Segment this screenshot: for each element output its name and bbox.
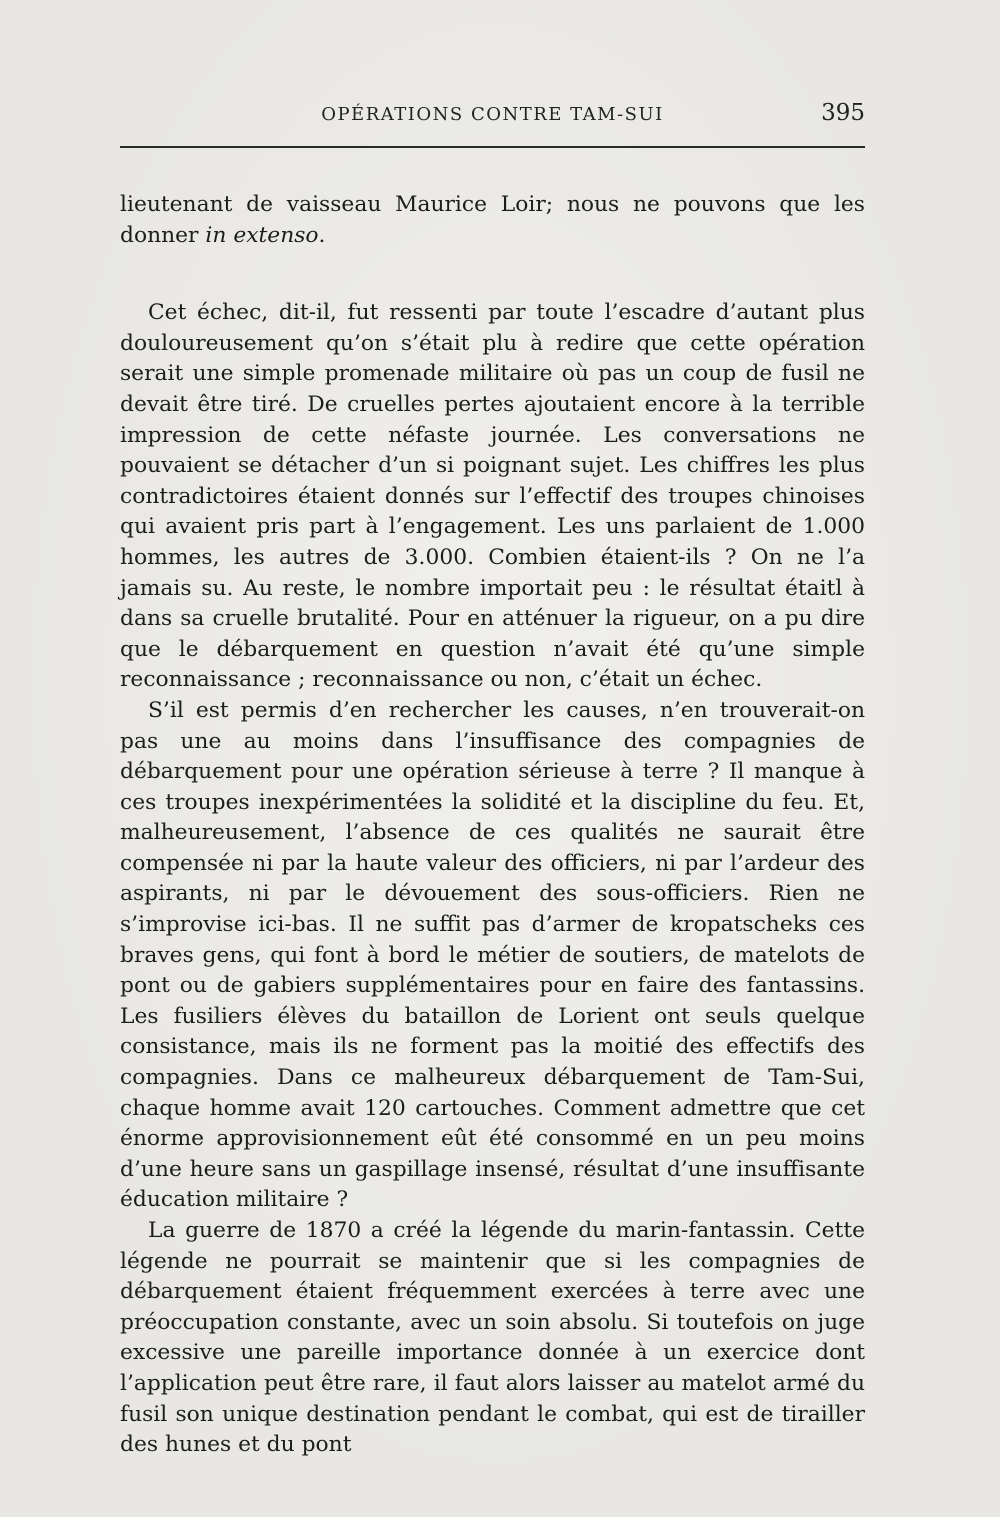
- body-text: [120, 190, 865, 1461]
- opening-end: .: [318, 222, 326, 248]
- header-rule: [120, 146, 865, 148]
- page-number: 395: [821, 100, 865, 126]
- running-title: OPÉRATIONS CONTRE TAM-SUI: [321, 104, 664, 125]
- running-head: [120, 100, 865, 130]
- paragraph-1: Cet échec, dit-il, fut ressenti par toute l’escadre d’autant plus douloureusement qu’on s’était plu à redire que cette opération serait une simple promenade militaire où pas un coup de fusil ne devait être tiré. De cruelles pertes ajoutaient encore à la terrible impression de cette néfaste journée. Les conversations ne pouvaient se détacher d’un si poignant sujet. Les chiffres les plus contradictoires étaient donnés sur l’effectif des troupes chinoises qui avaient pris part à l’engagement. Les uns parlaient de 1.000 hommes, les autres de 3.000. Combien étaient-ils ? On ne l’a jamais su. Au reste, le nombre importait peu : le résultat étaitl à dans sa cruelle brutalité. Pour en atténuer la rigueur, on a pu dire que le débarquement en question n’avait été qu’une simple reconnaissance ; reconnaissance ou non, c’était un échec.: [120, 300, 865, 693]
- paragraph-3: La guerre de 1870 a créé la légende du marin-fantassin. Cette légende ne pourrait se maintenir que si les compagnies de débarquement étaient fréquemment exercées à terre avec une préoccupation constante, avec un soin absolu. Si toutefois on juge excessive une pareille importance donnée à un exercice dont l’application peut être rare, il faut alors laisser au matelot armé du fusil son unique destination pendant le combat, qui est de tirailler des hunes et du pont: [120, 1218, 865, 1458]
- opening-text: lieutenant de vaisseau Maurice Loir; nous ne pouvons que les donner: [120, 192, 865, 248]
- paragraph-2: S’il est permis d’en rechercher les causes, n’en trouverait-on pas une au moins dans l’insuffisance des compagnies de débarquement pour une opération sérieuse à terre ? Il manque à ces troupes inexpérimentées la solidité et la discipline du feu. Et, malheureusement, l’absence de ces qualités ne saurait être compensée ni par la haute valeur des officiers, ni par l’ardeur des aspirants, ni par le dévouement des sous-officiers. Rien ne s’improvise ici-bas. Il ne suffit pas d’armer de kropatscheks ces braves gens, qui font à bord le métier de soutiers, de matelots de pont ou de gabiers supplémentaires pour en faire des fantassins. Les fusiliers élèves du bataillon de Lorient ont seuls quelque consistance, mais ils ne forment pas la moitié des effectifs des compagnies. Dans ce malheureux débarquement de Tam-Sui, chaque homme avait 120 cartouches. Comment admettre que cet énorme approvisionnement eût été consommé en un peu moins d’une heure sans un gaspillage insensé, résultat d’une insuffisante éducation militaire ?: [120, 697, 865, 1213]
- opening-paragraph: [120, 190, 865, 251]
- italic-phrase: in extenso: [205, 222, 319, 248]
